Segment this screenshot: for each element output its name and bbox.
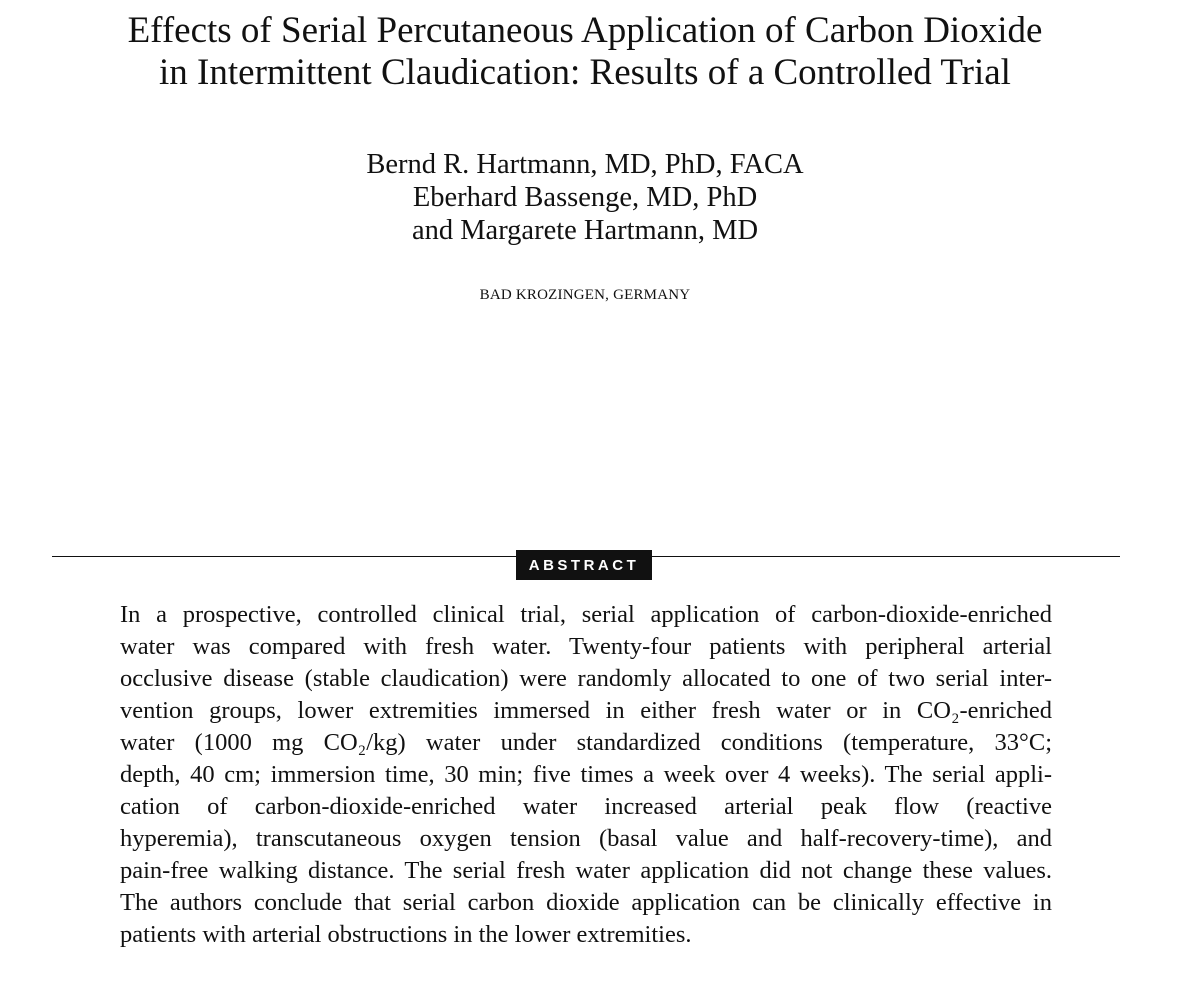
author-line: and Margarete Hartmann, MD: [411, 215, 759, 246]
abstract-line: The authors conclude that serial carbon dioxide application can be clinically effective in: [120, 889, 1052, 916]
abstract-line: occlusive disease (stable claudication) were randomly allocated to one of two serial inter-: [120, 665, 1052, 692]
abstract-line: pain-free walking distance. The serial fresh water application did not change these values.: [120, 857, 1052, 884]
abstract-line: water was compared with fresh water. Twenty-four patients with peripheral arterial: [120, 633, 1052, 660]
abstract-line: depth, 40 cm; immersion time, 30 min; five times a week over 4 weeks). The serial appli-: [120, 761, 1052, 788]
abstract-line: cation of carbon-dioxide-enriched water increased arterial peak flow (reactive: [120, 793, 1052, 820]
title-line: Effects of Serial Percutaneous Application of Carbon Dioxide: [127, 10, 1043, 51]
abstract-line: vention groups, lower extremities immersed in either fresh water or in CO₂-enriched: [120, 697, 1052, 724]
title-line: in Intermittent Claudication: Results of a Controlled Trial: [159, 52, 1011, 93]
author-line: Bernd R. Hartmann, MD, PhD, FACA: [366, 149, 804, 180]
affiliation: BAD KROZINGEN, GERMANY: [479, 287, 691, 303]
abstract-line: patients with arterial obstructions in the lower extremities.: [120, 921, 692, 948]
author-list: [0, 148, 1170, 247]
abstract-line: In a prospective, controlled clinical trial, serial application of carbon-dioxide-enriched: [120, 601, 1052, 628]
author-line: Eberhard Bassenge, MD, PhD: [412, 182, 758, 213]
abstract-text: [120, 599, 1052, 951]
article-title: [0, 10, 1170, 94]
abstract-line: water (1000 mg CO₂/kg) water under standardized conditions (temperature, 33°C;: [120, 729, 1052, 756]
abstract-label: ABSTRACT: [516, 550, 652, 580]
abstract-line: hyperemia), transcutaneous oxygen tension (basal value and half-recovery-time), and: [120, 825, 1052, 852]
